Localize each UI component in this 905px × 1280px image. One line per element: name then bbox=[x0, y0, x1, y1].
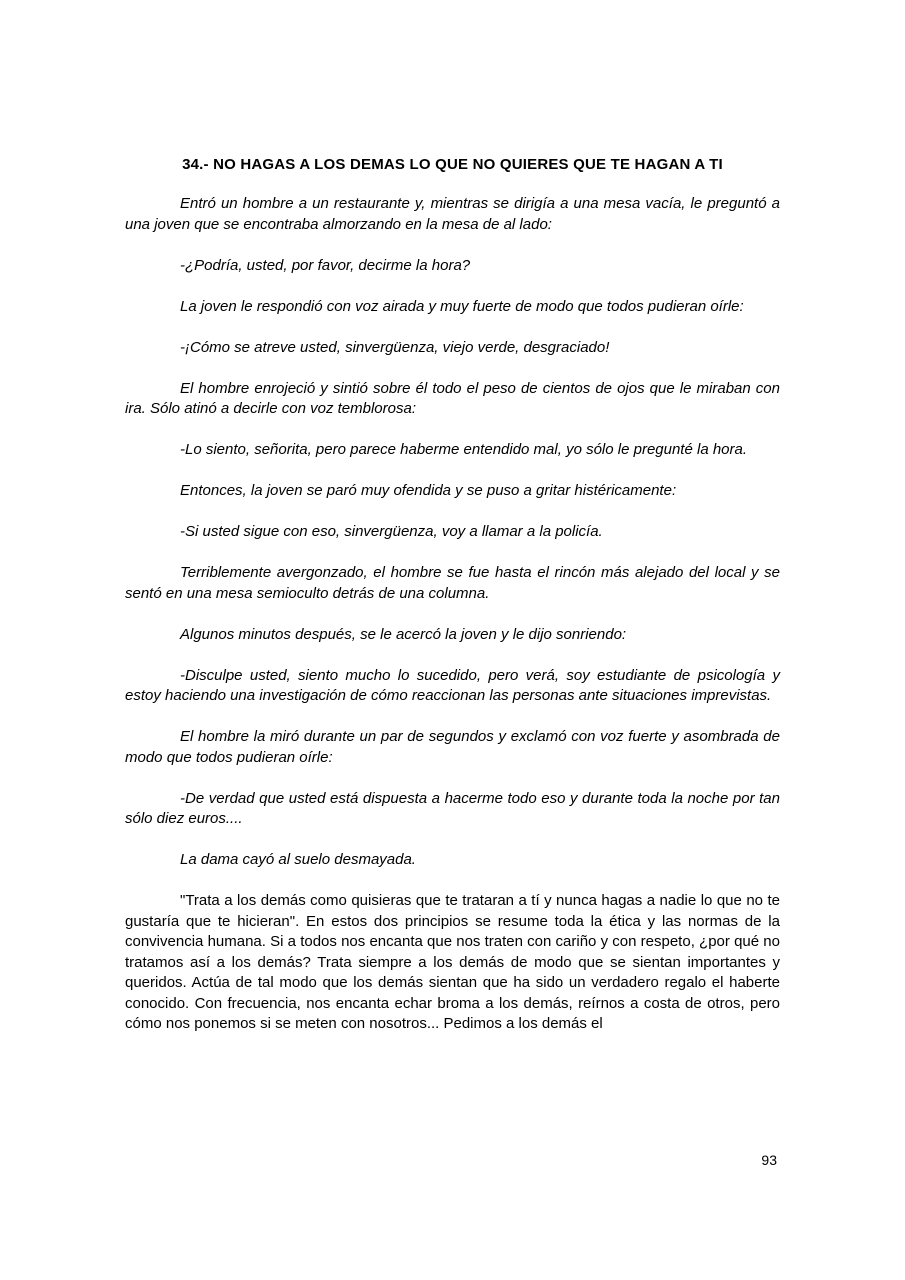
paragraph: Entonces, la joven se paró muy ofendida y se puso a gritar histéricamente: bbox=[180, 482, 677, 499]
paragraph: -De verdad que usted está dispuesta a hacerme todo eso y durante toda la noche por tan sólo diez euros.... bbox=[125, 789, 780, 827]
paragraph: -Si usted sigue con eso, sinvergüenza, voy a llamar a la policía. bbox=[180, 523, 603, 540]
paragraph: -¿Podría, usted, por favor, decirme la hora? bbox=[180, 256, 471, 274]
paragraph: Entró un hombre a un restaurante y, mientras se dirigía a una mesa vacía, le preguntó a una joven que se encontraba almorzando en la mesa de al lado: bbox=[125, 195, 780, 233]
paragraph: -¡Cómo se atreve usted, sinvergüenza, viejo verde, desgraciado! bbox=[180, 338, 610, 356]
document-title: 34.- NO HAGAS A LOS DEMAS LO QUE NO QUIERES QUE TE HAGAN A TI bbox=[182, 156, 723, 173]
paragraph: El hombre la miró durante un par de segundos y exclamó con voz fuerte y asombrada de modo que todos pudieran oírle: bbox=[125, 728, 780, 766]
paragraph: -Disculpe usted, siento mucho lo sucedido, pero verá, soy estudiante de psicología y estoy haciendo una investigación de cómo reaccionan las personas ante situaciones imprevistas. bbox=[125, 666, 780, 704]
paragraph: Algunos minutos después, se le acercó la joven y le dijo sonriendo: bbox=[180, 625, 627, 643]
paragraph: -Lo siento, señorita, pero parece haberme entendido mal, yo sólo le pregunté la hora. bbox=[180, 441, 748, 458]
paragraph: La joven le respondió con voz airada y muy fuerte de modo que todos pudieran oírle: bbox=[180, 297, 744, 315]
paragraph: Terriblemente avergonzado, el hombre se fue hasta el rincón más alejado del local y se sentó en una mesa semioculto detrás de una columna. bbox=[125, 564, 780, 602]
document-body bbox=[125, 194, 780, 1035]
paragraph: La dama cayó al suelo desmayada. bbox=[180, 851, 416, 868]
paragraph: "Trata a los demás como quisieras que te trataran a tí y nunca hagas a nadie lo que no te gustaría que te hicieran". En estos dos principios se resume toda la ética y las normas de la convivencia humana. Si a todos nos encanta que nos traten con cariño y con respeto, ¿por qué no tratamos así a los demás? Trata siempre a los demás de modo que se sientan importantes y queridos. Actúa de tal modo que los demás sientan que ha sido un verdadero regalo el haberte conocido. Con frecuencia, nos encanta echar broma a los demás, reírnos a costa de otros, pero cómo nos ponemos si se meten con nosotros... Pedimos a los demás el bbox=[125, 892, 780, 1032]
page-number: 93 bbox=[761, 1152, 777, 1168]
paragraph: El hombre enrojeció y sintió sobre él todo el peso de cientos de ojos que le miraban con ira. Sólo atinó a decirle con voz temblorosa: bbox=[125, 379, 780, 417]
